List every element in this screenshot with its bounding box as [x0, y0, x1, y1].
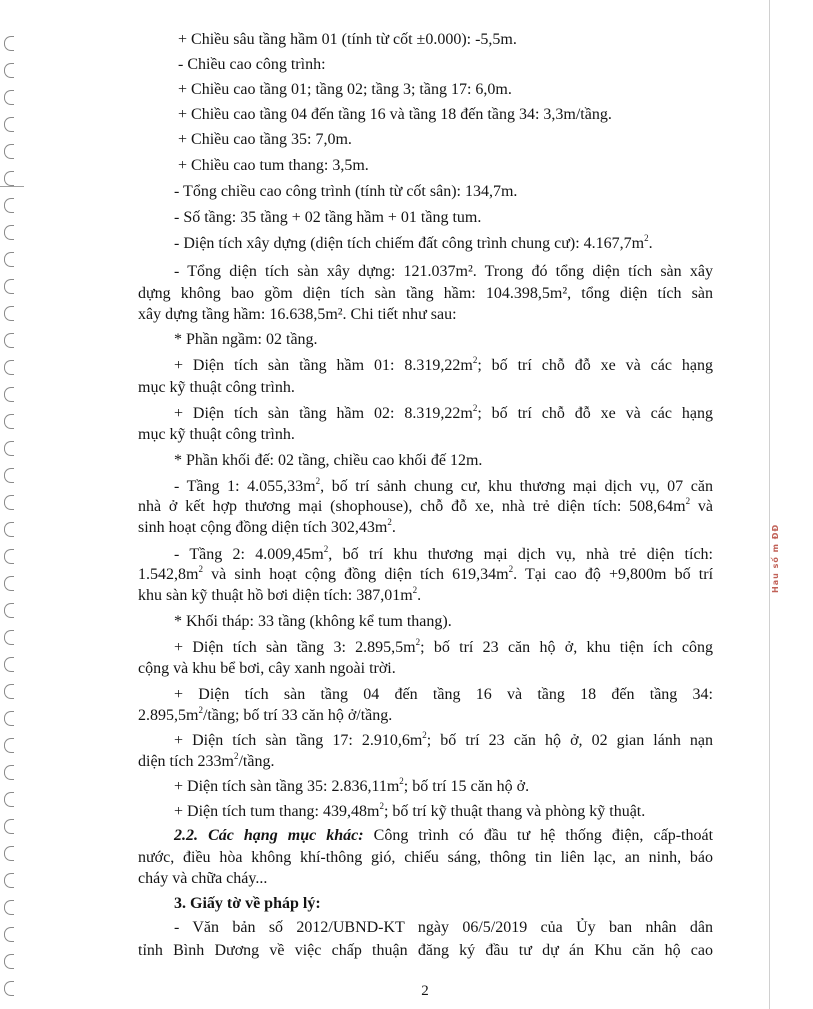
superscript: 2 [379, 800, 384, 811]
text-run: + Diện tích tum thang: 439,48m [174, 803, 380, 820]
text-run: /tầng. [238, 753, 275, 770]
superscript: 2 [233, 750, 239, 761]
text-run: diện tích 233m [138, 753, 234, 770]
superscript: 2 [415, 636, 421, 647]
superscript: 2 [472, 354, 478, 365]
superscript: 2 [198, 563, 203, 574]
text-run: 1.542,8m [138, 566, 199, 583]
text-line: + Chiều cao tầng 01; tầng 02; tầng 3; tầng 17: 6,0m. [178, 81, 512, 98]
text-line: * Khối tháp: 33 tầng (không kể tum thang). [174, 613, 452, 630]
text-line [138, 706, 392, 725]
text-line: - Tổng chiều cao công trình (tính từ cốt sân): 134,7m. [174, 183, 518, 200]
text-line: tỉnh Bình Dương về việc chấp thuận đăng ký đầu tư dự án Khu căn hộ cao [138, 942, 713, 959]
text-run: Công trình có đầu tư hệ thống điện, cấp-thoát [363, 827, 714, 844]
text-run: và [690, 498, 713, 515]
section-heading: 2.2. Các hạng mục khác: [174, 827, 364, 844]
superscript: 2 [508, 563, 514, 574]
text-line: - Chiều cao công trình: [178, 56, 326, 73]
text-line: * Phần ngầm: 02 tầng. [174, 331, 318, 348]
text-run: . Tại cao độ +9,800m bố trí [513, 566, 714, 583]
text-run: /tầng; bố trí 33 căn hộ ở/tầng. [202, 707, 393, 724]
text-line: + Chiều sâu tầng hầm 01 (tính từ cốt ±0.000): -5,5m. [178, 31, 517, 48]
text-run: ; bố trí 23 căn hộ ở, khu tiện ích công [420, 639, 713, 656]
superscript: 2 [323, 543, 329, 554]
text-line [174, 404, 713, 423]
margin-stamp: Hau số m ĐĐ [771, 523, 780, 593]
text-line [174, 826, 713, 845]
text-line: mục kỹ thuật công trình. [138, 426, 295, 443]
text-run: ; bố trí kỹ thuật thang và phòng kỹ thuật. [383, 803, 646, 820]
text-line: cộng và khu bể bơi, cây xanh ngoài trời. [138, 660, 396, 677]
text-run: + Diện tích sàn tầng 3: 2.895,5m [174, 639, 416, 656]
superscript: 2 [422, 729, 427, 740]
text-run: ; bố trí 15 căn hộ ở. [403, 778, 530, 795]
text-line: + Chiều cao tầng 04 đến tầng 16 và tầng 18 đến tầng 34: 3,3m/tầng. [178, 106, 612, 123]
page-number: 2 [421, 983, 429, 999]
text-line [138, 565, 713, 584]
text-line: * Phần khối đế: 02 tầng, chiều cao khối đế 12m. [174, 452, 483, 469]
text-run: . [391, 519, 396, 536]
section-heading: 3. Giấy tờ về pháp lý: [174, 895, 321, 912]
text-line [174, 638, 713, 657]
text-run: - Diện tích xây dựng (diện tích chiếm đất công trình chung cư): 4.167,7m [174, 235, 645, 252]
text-line: - Số tầng: 35 tầng + 02 tầng hầm + 01 tầng tum. [174, 209, 482, 226]
superscript: 2 [472, 402, 478, 413]
text-run: khu sàn kỹ thuật hồ bơi diện tích: 387,01m [138, 587, 413, 604]
text-run: , bố trí khu thương mại dịch vụ, nhà trẻ diện tích: [328, 546, 713, 563]
text-line [174, 731, 713, 750]
text-run: ; bố trí 23 căn hộ ở, 02 gian lánh nạn [426, 732, 713, 749]
text-line [174, 545, 713, 564]
text-line: - Tổng diện tích sàn xây dựng: 121.037m². Trong đó tổng diện tích sàn xây [174, 263, 713, 280]
superscript: 2 [387, 516, 392, 527]
text-line [174, 234, 653, 253]
superscript: 2 [644, 232, 649, 243]
text-run: + Diện tích sàn tầng hầm 02: 8.319,22m [174, 405, 473, 422]
text-run: . [648, 235, 653, 252]
text-run: nhà ở kết hợp thương mại (shophouse), chỗ đỗ xe, nhà trẻ diện tích: 508,64m [138, 498, 686, 515]
text-run: + Diện tích sàn tầng 17: 2.910,6m [174, 732, 423, 749]
text-line: xây dựng tầng hầm: 16.638,5m². Chi tiết như sau: [138, 306, 457, 323]
page-edge [769, 0, 770, 1009]
text-run: và sinh hoạt cộng đồng diện tích 619,34m [202, 566, 509, 583]
text-line: + Chiều cao tum thang: 3,5m. [178, 157, 369, 174]
text-run: ; bố trí chỗ đỗ xe và các hạng [477, 405, 714, 422]
text-run: 2.895,5m [138, 707, 199, 724]
superscript: 2 [399, 775, 404, 786]
text-line [174, 356, 713, 375]
text-run: - Tầng 2: 4.009,45m [174, 546, 324, 563]
text-line [138, 518, 396, 537]
superscript: 2 [315, 475, 321, 486]
text-line: + Chiều cao tầng 35: 7,0m. [178, 131, 352, 148]
text-line [138, 586, 421, 605]
superscript: 2 [412, 584, 418, 595]
text-line: dựng không bao gồm diện tích sàn tầng hầm: 104.398,5m², tổng diện tích sàn [138, 285, 713, 302]
superscript: 2 [198, 704, 203, 715]
edge-mark [0, 186, 24, 187]
text-run: , bố trí sảnh chung cư, khu thương mại dịch vụ, 07 căn [320, 478, 713, 495]
binding-holes [0, 0, 24, 1009]
text-line: + Diện tích sàn tầng 04 đến tầng 16 và tầng 18 đến tầng 34: [174, 686, 713, 703]
text-run: sinh hoạt cộng đồng diện tích 302,43m [138, 519, 388, 536]
text-line: cháy và chữa cháy... [138, 870, 268, 887]
text-line: mục kỹ thuật công trình. [138, 379, 295, 396]
text-run: - Tầng 1: 4.055,33m [174, 478, 316, 495]
text-line: - Văn bản số 2012/UBND-KT ngày 06/5/2019 của Ủy ban nhân dân [174, 919, 713, 936]
text-run: + Diện tích sàn tầng hầm 01: 8.319,22m [174, 357, 473, 374]
superscript: 2 [685, 495, 691, 506]
text-line [138, 752, 274, 771]
text-line [174, 802, 645, 821]
text-line [174, 477, 713, 496]
text-run: + Diện tích sàn tầng 35: 2.836,11m [174, 778, 400, 795]
text-run: . [417, 587, 422, 604]
text-line [174, 777, 529, 796]
text-run: ; bố trí chỗ đỗ xe và các hạng [477, 357, 714, 374]
text-line [138, 497, 713, 516]
text-line: nước, điều hòa không khí-thông gió, chiếu sáng, thông tin liên lạc, an ninh, báo [138, 849, 713, 866]
